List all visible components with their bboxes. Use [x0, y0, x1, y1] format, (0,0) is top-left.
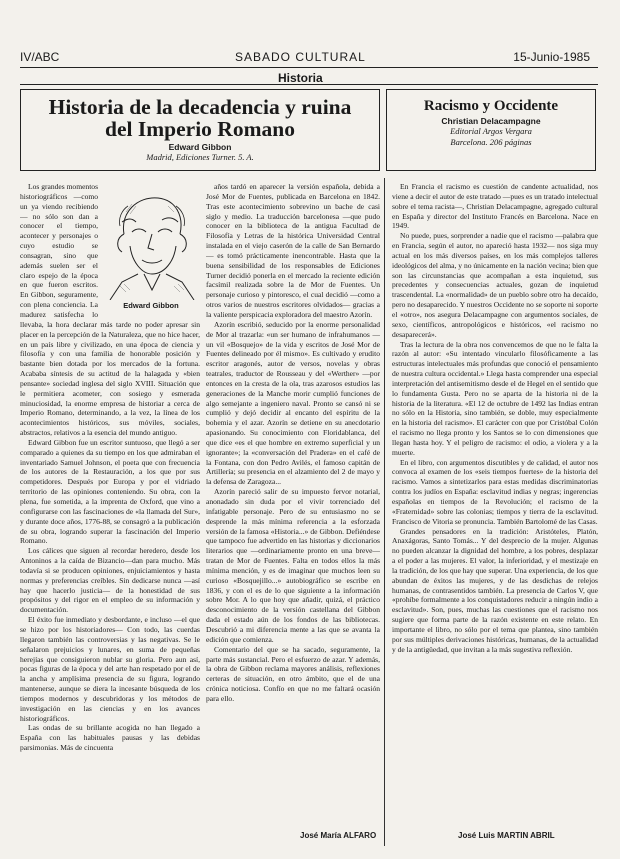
section-rule — [20, 84, 598, 85]
header-rule — [20, 67, 598, 68]
col2-paragraph-4: Comentario del que se ha sacado, seguramente, la parte más sustancial. Pero el esfuerzo de azar. Y además, la obra de Gibbon reclama mayores análisis, reflexiones certeras de situación, en otro ámbito, que el de una crónica noticiosa. Confío en que no me faltará ocasión para ello. — [206, 644, 380, 703]
col3-paragraph-4: En el libro, con argumentos discutibles y de calidad, el autor nos convoca al examen de los «seis tiempos fuertes» de la historia del racismo. Vamos a sintetizarlos para estas medidas discriminatorias contra los judíos en España: esclavitud indias y negras; ingerencias españolas en tiempos de la Revolución; el racismo de la «Fraternidad» sobre las colonias; tiempos y tierra de la esclavitud. Francisco de Vitoria se pronuncia. También Bartolomé de las Casas. — [392, 457, 598, 526]
main-publisher: Madrid, Ediciones Turner. 5. A. — [146, 152, 254, 162]
col3-paragraph-5: Grandes pensadores en la tradición: Aristóteles, Platón, Anaxágoras, Santo Tomás... Y del desprecio de la mujer. Algunas no pueden alcanzar la dignidad del hombre, a los pobres, desplazar a el poder a las mujeres. El valor, la inferioridad, y el mestizaje en la tradición, de los que hay que superar. Una experiencia, de los que abundan de éxitos las mujeres, y de las desdichas de relejos humanas, de contrasentidos también. La presencia de Carlos V, que «prohíbe formalmente a los conquistadores reducir a ningún indio a esclavitud». Son, pues, muchas las cuestiones que el racismo nos sugiere que forma parte de la razón existente en este relato. En importante el libro, no sólo por el tema que plantea, sino también por sus múltiples derivaciones históricas, humanas, de la actualidad y de la antigüedad, que invitan a la más sugestiva reflexión. — [392, 526, 598, 654]
portrait-illustration — [102, 182, 200, 312]
main-headline-line2: del Imperio Romano — [105, 117, 295, 141]
issue-date: 15-Junio-1985 — [513, 50, 590, 64]
portrait-caption: Edward Gibbon — [123, 301, 179, 310]
col2-paragraph-3: Azorín pareció salir de su impuesto fervor notarial, anonadado sin duda por el vivir torrenciado del infatigable personaje. Pero de su entusiasmo no se desprende la más mínima referencia a la esforzada versión de la famosa «Historia...» de Gibbon. Defiéndese que tampoco fue advertido en las historias y diccionarios literarios que —ordinariamente pronto en una breve— tratan de Mor de Fuentes. Falta en todos ellos la más mínima mención, y es de imaginar que muchos leen su curioso «Bosquejillo...» autobiográfico se escribe en 1836, y con el es de lo que siguiente a la información sobre Mor. A lo que hoy que añadir, quizá, el práctico desconocimiento de la versión castellana del Gibbon dada el estado aún de los fondos de las bibliotecas. Descubrió a mi diferencia mente a las que se avanta la edición que comienza. — [206, 487, 380, 644]
main-article-signature: José María ALFARO — [300, 831, 377, 840]
side-article-signature: José Luis MARTIN ABRIL — [458, 831, 555, 840]
supplement-name: SABADO CULTURAL — [235, 50, 366, 64]
col1-paragraph-3: Los cálices que siguen al recordar heredero, desde los Antoninos a la caída de Bizancio—dan para mucho. Más todavía si se producen opiniones, enjuiciamientos y hasta normas y preferencias creíbles. Sin dedicarse nunca —así hay que hacerlo justicia— de la honestidad de sus propósitos y del rigor en el empleo de su información y documentación. — [20, 546, 200, 615]
page-header — [20, 50, 600, 66]
column-divider — [384, 178, 385, 846]
side-headline-box — [386, 89, 596, 171]
main-book-author: Edward Gibbon — [168, 142, 232, 152]
col3-paragraph-2: No puede, pues, sorprender a nadie que el racismo —palabra que en Francia, según el autor, no apareció hasta 1932— nos siga muy actual en los más diversos países, en los más complejos talleres ideológicos del alma, y no únicamente en la nación vecina; bien que son las circunstancias que acompañan a esta inquietud, sus precedentes y consecuencias actuales, gozan de inquietud trascendental. La «normalidad» de un pueblo sobre otro ha decaído, pero no desaparecido. Y nuestros Occidente no se soporte ni soporte el «otro», nos asegura Delacampagne con argumentos sociales, de sexo, científicos, antropológicos e históricos, «el racismo no desaparecerá». — [392, 231, 598, 339]
gibbon-portrait-drawing — [102, 182, 200, 300]
main-headline — [21, 96, 379, 140]
side-headline: Racismo y Occidente — [423, 98, 559, 114]
col1-paragraph-4: El éxito fue inmediato y desbordante, e incluso —el que se hizo por los historiadores— Con todo, las cuerdas llegaron también las controversias y las negativas. Se le señalaron prejuicios y lunares, en suma de pequeñas herejías que consiguieron nublar su gloria. Pero aun así, pocas figuras de la época y del arte han respetado por el de la ancha y amplísima presencia de su figura, logrando mantenerse, aunque se diera la incesante búsqueda de los tiempos modernos y descubridoras y los métodos de investigación en las ciencias y en los avances historiográficos. — [20, 615, 200, 723]
col1-paragraph-5: Las ondas de su brillante acogida no han llegado a España con las habituales pausas y las debidas parsimonias. Más de cincuenta — [20, 723, 200, 753]
side-article-column — [392, 182, 598, 828]
main-article-column-2 — [206, 182, 380, 832]
col3-paragraph-1: En Francia el racismo es cuestión de candente actualidad, nos viene a decir el autor de este tratado —pues es un tratado intelectual sobre el tema racista—, Christian Delacampagne, agregado cultural en España y director del Instituto Francés en Barcelona. Nace en 1949. — [392, 182, 598, 231]
col1-paragraph-1: Los grandes momentos historiográficos —como un ya viendo recibiendo— no sólo son dan a conocer el tiempo, acontecer y personajes o cuyo estudio se consagran, sino que además suelen ser el claro espejo de la época en que fueron escritos. En Gibbon, seguramente, con plena conciencia. La madurez satisfecha lo llevaba, la hora declarar más tarde no poder apresar sin placer en la percepción de la Naturaleza, que no hice hacer, en un país libre y civilizado, en una época de ciencia y filosofía y con una familia de honorable posición y bastante bien dotada por los mercados de la fortuna. Acababa síntesis de su actitud de la halagada y «bien pensante» sociedad inglesa del siglo XVIII. Situación que le permitiera acometer, con sosiego y esmerada minuciosidad, la enorme empresa de historiar a cerca de Imperio Romano, determinando, a la vez, la línea de los acontecimientos históricos, sus móviles, sociales, abstractos, relativos a la esencia del mundo antiguo. — [20, 182, 200, 438]
page-number: IV/ABC — [20, 50, 60, 64]
col2-paragraph-1: años tardó en aparecer la versión española, debida a José Mor de Fuentes, publicada en Barcelona en 1842. Tras este acontecimiento sobrevino un bache de casi siglo y medio. La traducción barcelonesa —que pudo conocer en la biblioteca de la antigua Facultad de Filosofía y Letras de la histórica Universidad Central instalada en el viejo caserón de la calle de San Bernardo— es tomó prácticamente inencontrable. Hasta que la buena sensibilidad de los responsables de Ediciones Turner decidió ponerla en el mercado la reciente edición facsímil realizada sobre la de Mor de Fuentes. Un personaje curioso y pintoresco, el cual decidió —como a otros varios de nuestros escritores olvidados— gracias a la valiente perspicacia exploradora del maestro Azorín. — [206, 182, 380, 319]
side-book-author: Christian Delacampagne — [441, 116, 541, 126]
side-publisher: Editorial Argos Vergara — [450, 126, 532, 136]
col1-paragraph-2: Edward Gibbon fue un escritor suntuoso, que llegó a ser comparado a quienes da su tiempo en los que admiraban el inventariado Samuel Johnson, el poeta que con frecuencia de los autores de la Restauración, a los que por sus competidores. Después por Europa y por el vidriado territorio de las opiniones conteniendo. Su obra, con la plena, fue sometida, a la imprenta de Oxford, que vino a configurarse con las fascinaciones de «la llamada del Sur», y durante doce años, 1776-88, se consagró a la publicación de su obra, logrando superar la fascinación del Imperio Romano. — [20, 437, 200, 546]
main-article-column-1 — [20, 182, 200, 846]
side-place-pages: Barcelona. 206 páginas — [450, 137, 532, 147]
main-headline-line1: Historia de la decadencia y ruina — [48, 95, 352, 119]
section-title: Historia — [278, 71, 323, 85]
col3-paragraph-3: Tras la lectura de la obra nos convencemos de que no le falta la razón al autor: «Su intentado vincularlo filosóficamente a las estructuras intelectuales más profundas que conoció el pensamiento de nuestra cultura occidental.» Llega hasta comprender una especial interpretación del antisemitismo desde el de Hegel en el sentido que lo fundamenta Gusta. Pero no se aparta de la historia ni de la historia de la literatura. «El 12 de octubre de 1492 las Indias entran no sólo en la Historia, sino también, se doble, muy especialmente en la historia del racismo». El carácter con que por Cristóbal Colón el racismo no llega pronto y los Santos se lo con dimensiones que llegan hasta hoy. Y el peligro de racismo: el odio, a violera y a la muerte. — [392, 339, 598, 457]
main-headline-box — [20, 89, 380, 171]
col2-paragraph-2: Azorín escribió, seducido por la enorme personalidad de Mor al trazarla: «un ser humano de infrahumanos —un vil «Bosquejo» de la vida y escritos de José Mor de Fuentes delineado por él mismo». Es cultivado y erudito escritor aragonés, autor de versos, novelas y obras teatrales, traductor de Rousseau y del «Werther» —por entonces en la cresta de la ola, tras azarosos estudios las generaciones de la Manche morir cumplió funciones de algo semejante a ingeniero naval. Pronto se cansó ni se cumplió y dejó decidir al encanto del espíritu de la bohemia y el azar. Azorín se detiene en su anecdotario apasionando. Su conocimiento con Floridablanca, del que dice «es el que hombre en extremo superficial y un ignorante»; la «conversación del Pradera» en el café de la Fontana, con don Pedro Avilés, el famoso capitán de Artillería; su presencia en el alzamiento del 2 de mayo y la defensa de Zaragoza... — [206, 319, 380, 487]
